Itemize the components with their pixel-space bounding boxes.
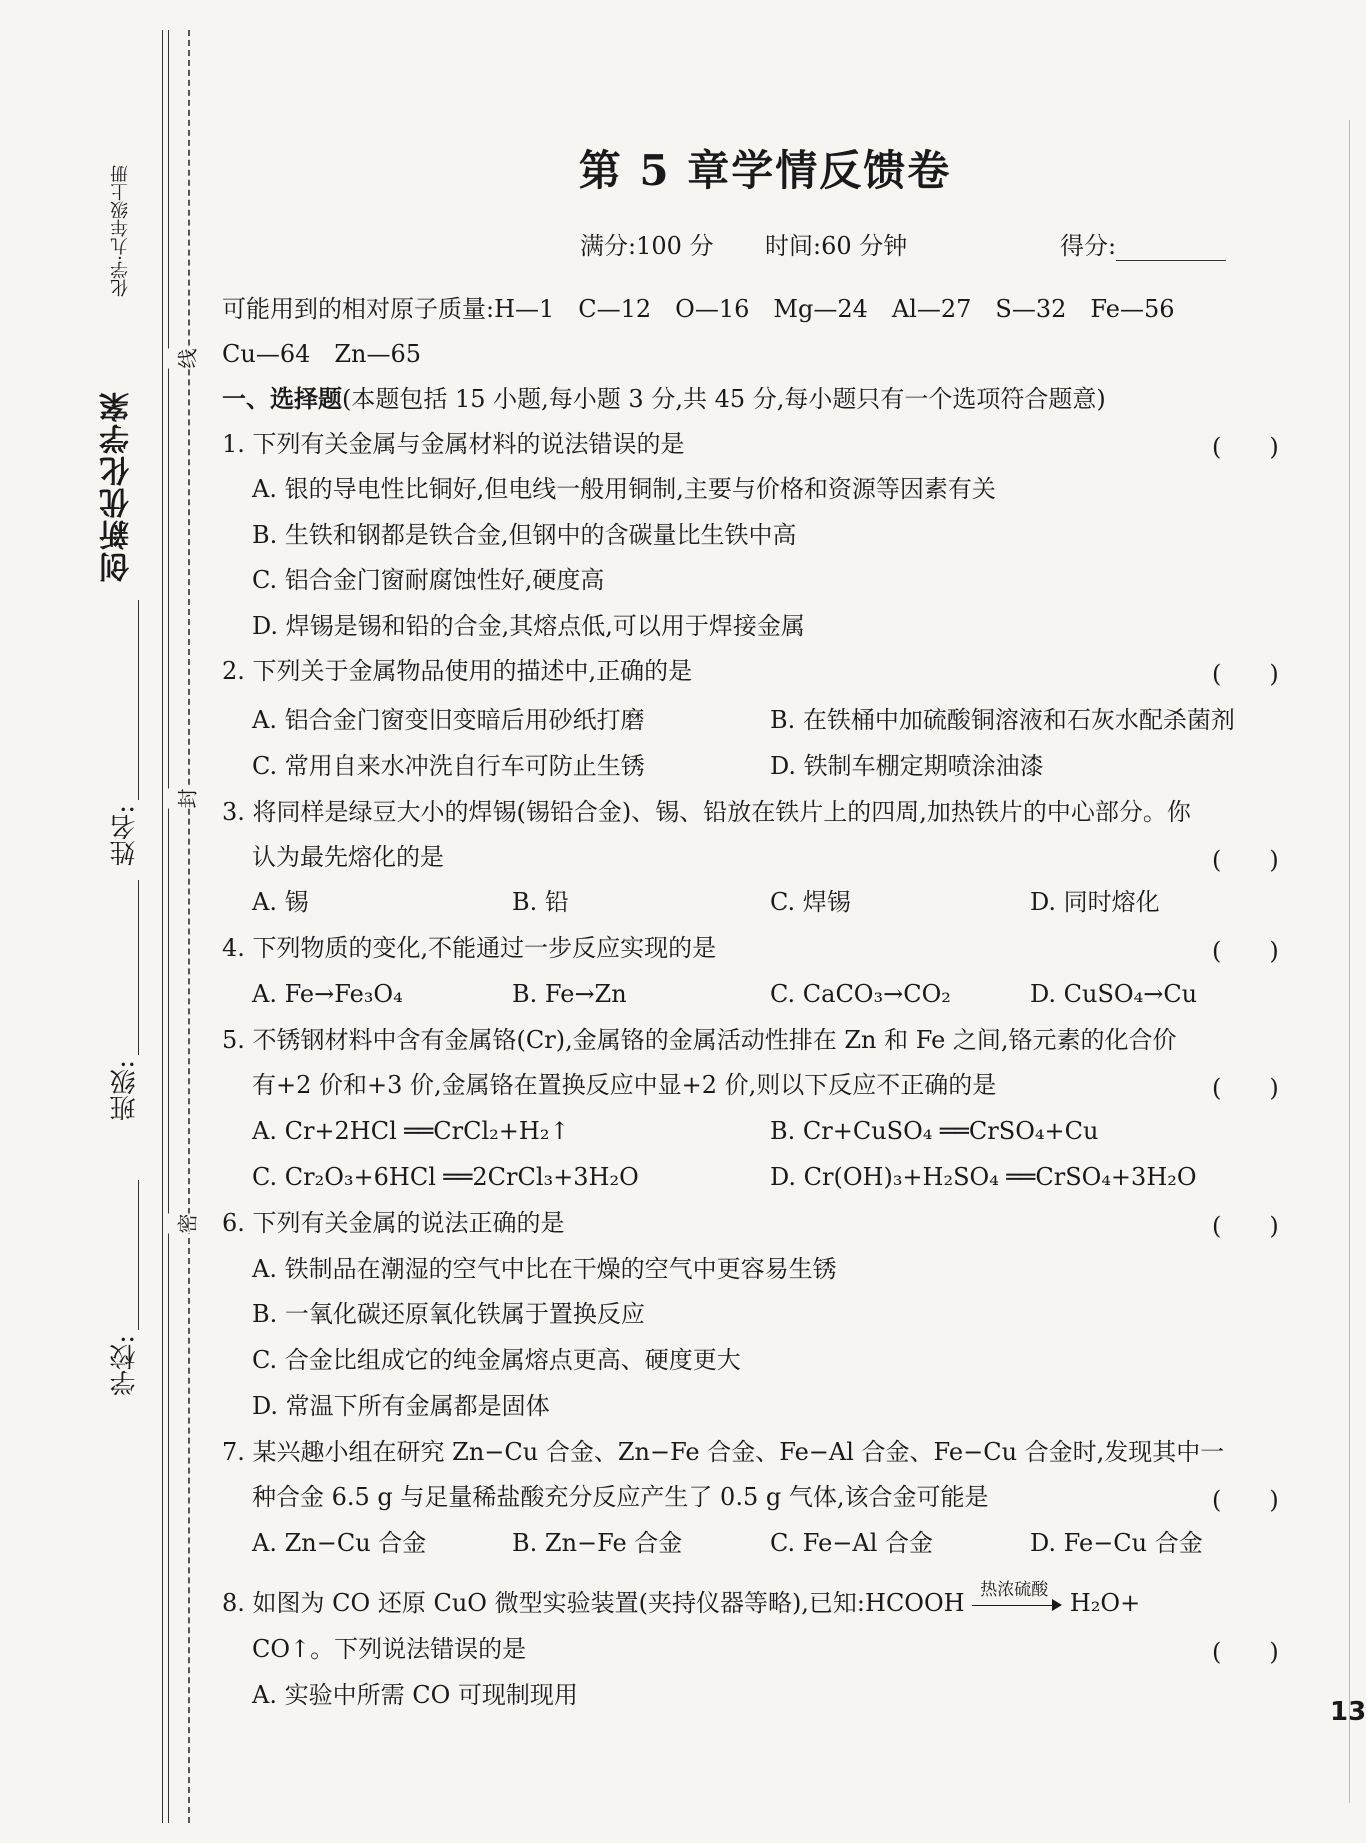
score-label: 得分: (1060, 232, 1117, 260)
seal-mi: 密 (168, 1214, 205, 1234)
q6-option-d: D. 常温下所有金属都是固体 (252, 1392, 550, 1420)
q6-stem: 6. 下列有关金属的说法正确的是 (222, 1209, 565, 1237)
subject-label: 化学·九年级上册 (110, 165, 131, 297)
name-fill-line[interactable] (138, 600, 139, 800)
q7-option-c: C. Fe−Al 合金 (770, 1529, 934, 1557)
q2-option-b: B. 在铁桶中加硫酸铜溶液和石灰水配杀菌剂 (770, 706, 1235, 734)
q8-stem-line1 (222, 1579, 1141, 1620)
q7-option-a: A. Zn−Cu 合金 (252, 1529, 427, 1557)
name-label: 姓名: (110, 805, 140, 866)
page-title: 第 5 章学情反馈卷 (578, 146, 952, 195)
score-field[interactable] (1060, 226, 1226, 261)
q5-option-d: D. Cr(OH)₃+H₂SO₄ ══CrSO₄+3H₂O (770, 1163, 1197, 1191)
q7-stem-line1: 7. 某兴趣小组在研究 Zn−Cu 合金、Zn−Fe 合金、Fe−Al 合金、Fe−Cu 合金时,发现其中一 (222, 1438, 1225, 1466)
q8-stem-product: H₂O+ (1069, 1589, 1141, 1617)
q3-answer-blank[interactable]: ( ) (1212, 846, 1279, 874)
q3-stem-line1: 3. 将同样是绿豆大小的焊锡(锡铅合金)、锡、铅放在铁片上的四周,加热铁片的中心部分。你 (222, 798, 1191, 826)
section-heading (222, 382, 1106, 416)
margin-line (168, 30, 169, 1823)
section-note: (本题包括 15 小题,每小题 3 分,共 45 分,每小题只有一个选项符合题意) (342, 385, 1106, 413)
q2-option-d: D. 铁制车棚定期喷涂油漆 (770, 752, 1044, 780)
q1-option-b: B. 生铁和钢都是铁合金,但钢中的含碳量比生铁中高 (252, 521, 797, 549)
full-score: 满分:100 分 (580, 232, 714, 260)
page-number: 13 (1330, 1697, 1366, 1727)
q7-answer-blank[interactable]: ( ) (1212, 1486, 1279, 1514)
q4-stem: 4. 下列物质的变化,不能通过一步反应实现的是 (222, 934, 717, 962)
q1-stem: 1. 下列有关金属与金属材料的说法错误的是 (222, 430, 685, 458)
q6-option-b: B. 一氧化碳还原氧化铁属于置换反应 (252, 1300, 645, 1328)
q7-stem-line2: 种合金 6.5 g 与足量稀盐酸充分反应产生了 0.5 g 气体,该合金可能是 (252, 1483, 989, 1511)
q6-option-a: A. 铁制品在潮湿的空气中比在干燥的空气中更容易生锈 (252, 1255, 837, 1283)
seal-dashed-line (188, 30, 190, 1823)
q4-answer-blank[interactable]: ( ) (1212, 937, 1279, 965)
q5-stem-line2: 有+2 价和+3 价,金属铬在置换反应中显+2 价,则以下反应不正确的是 (252, 1071, 997, 1099)
q3-option-c: C. 焊锡 (770, 888, 851, 916)
class-fill-line[interactable] (138, 880, 139, 1055)
q5-option-c: C. Cr₂O₃+6HCl ══2CrCl₃+3H₂O (252, 1163, 639, 1191)
q4-option-b: B. Fe→Zn (512, 980, 627, 1008)
q8-stem-text: 8. 如图为 CO 还原 CuO 微型实验装置(夹持仪器等略),已知:HCOOH (222, 1589, 965, 1617)
q1-answer-blank[interactable]: ( ) (1212, 433, 1279, 461)
reaction-condition: 热浓硫酸 (980, 1579, 1049, 1600)
q7-option-d: D. Fe−Cu 合金 (1030, 1529, 1203, 1557)
q3-option-b: B. 铅 (512, 888, 569, 916)
q4-option-d: D. CuSO₄→Cu (1030, 980, 1198, 1008)
q3-stem-line2: 认为最先熔化的是 (252, 843, 444, 871)
time-limit: 时间:60 分钟 (765, 232, 908, 260)
q3-option-a: A. 锡 (252, 888, 309, 916)
q8-answer-blank[interactable]: ( ) (1212, 1638, 1279, 1666)
q8-option-a: A. 实验中所需 CO 可现制现用 (252, 1681, 578, 1709)
q1-option-c: C. 铝合金门窗耐腐蚀性好,硬度高 (252, 566, 605, 594)
school-fill-line[interactable] (138, 1180, 139, 1330)
q8-stem-line2: CO↑。下列说法错误的是 (252, 1635, 527, 1663)
margin-line (162, 30, 163, 1823)
score-blank[interactable] (1116, 238, 1226, 261)
q5-answer-blank[interactable]: ( ) (1212, 1074, 1279, 1102)
q6-option-c: C. 合金比组成它的纯金属熔点更高、硬度更大 (252, 1346, 741, 1374)
right-edge-line (1349, 120, 1350, 1803)
q3-option-d: D. 同时熔化 (1030, 888, 1160, 916)
q2-option-c: C. 常用自来水冲洗自行车可防止生锈 (252, 752, 645, 780)
q1-option-d: D. 焊锡是锡和铅的合金,其熔点低,可以用于焊接金属 (252, 612, 805, 640)
q2-answer-blank[interactable]: ( ) (1212, 660, 1279, 688)
reaction-arrow (972, 1579, 1062, 1615)
school-label: 学校: (110, 1335, 140, 1396)
q6-answer-blank[interactable]: ( ) (1212, 1212, 1279, 1240)
q4-option-c: C. CaCO₃→CO₂ (770, 980, 951, 1008)
seal-feng: 封 (168, 789, 205, 809)
section-title: 一、选择题 (222, 384, 342, 413)
atomic-mass-line1: 可能用到的相对原子质量:H—1 C—12 O—16 Mg—24 Al—27 S—32 Fe—56 (222, 295, 1175, 323)
q7-option-b: B. Zn−Fe 合金 (512, 1529, 683, 1557)
q2-option-a: A. 铝合金门窗变旧变暗后用砂纸打磨 (252, 706, 645, 734)
class-label: 班级: (110, 1060, 140, 1121)
q4-option-a: A. Fe→Fe₃O₄ (252, 980, 403, 1008)
brand-logo-text: 创新优化学案 (100, 390, 135, 582)
q5-stem-line1: 5. 不锈钢材料中含有金属铬(Cr),金属铬的金属活动性排在 Zn 和 Fe 之间,铬元素的化合价 (222, 1026, 1177, 1054)
q1-option-a: A. 银的导电性比铜好,但电线一般用铜制,主要与价格和资源等因素有关 (252, 475, 996, 503)
q2-stem: 2. 下列关于金属物品使用的描述中,正确的是 (222, 657, 693, 685)
atomic-mass-line2: Cu—64 Zn—65 (222, 340, 422, 368)
seal-xian: 线 (168, 349, 205, 369)
q5-option-b: B. Cr+CuSO₄ ══CrSO₄+Cu (770, 1117, 1099, 1145)
q5-option-a: A. Cr+2HCl ══CrCl₂+H₂↑ (252, 1117, 570, 1145)
